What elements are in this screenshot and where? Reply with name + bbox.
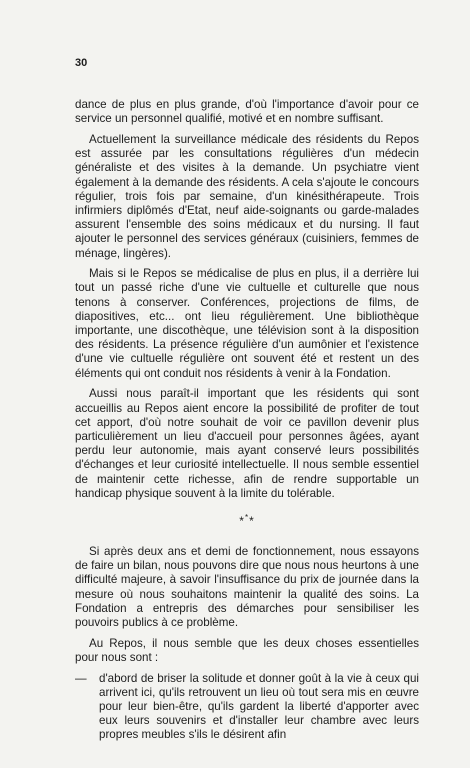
list-item: [75, 672, 419, 743]
section-separator: [75, 512, 419, 527]
body-text: [75, 98, 419, 743]
paragraph-assessment: Si après deux ans et demi de fonctionnement, nous essayons de faire un bilan, nous pouvons dire que nous nous heurtons à une difficulté majeure, à savoir l'insuffisance du prix de journée dans la mesure où nous souhaitons maintenir la qualité des soins. La Fondation a entrepris des démarches pour sensibiliser les pouvoirs publics à ce problème.: [75, 544, 419, 629]
paragraph-cultural-life: Mais si le Repos se médicalise de plus en plus, il a derrière lui tout un passé riche d'une vie cultuelle et culturelle que nous tenons à conserver. Conférences, projections de films, de diapositives, etc... ont lieu régulièrement. Une bibliothèque importante, une discothèque, une télévision sont à la disposition des résidents. La présence régulière d'un aumônier et l'existence d'une vie cultuelle régulière ont souvent été et restent un des éléments qui ont conduit nos résidents à venir à la Fondation.: [75, 267, 419, 380]
essentials-list: [75, 672, 419, 743]
page-number: 30: [75, 57, 88, 69]
paragraph-essentials-intro: Au Repos, il nous semble que les deux choses essentielles pour nous sont :: [75, 636, 419, 664]
paragraph-importance: Aussi nous paraît-il important que les résidents qui sont accueillis au Repos aient encore la possibilité de profiter de tout cet apport, d'où notre souhait de voir ce pavillon devenir plus particulièrement un lieu d'accueil pour personnes âgées, ayant perdu leur autonomie, mais ayant conservé leurs possibilités d'échanges et leur curiosité intellectuelle. Il nous semble essentiel de maintenir cette richesse, afin de rendre supportable un handicap physique souvent à la limite du tolérable.: [75, 387, 419, 500]
separator-asterisks: ***: [239, 512, 255, 528]
paragraph-continuation: dance de plus en plus grande, d'où l'importance d'avoir pour ce service un personnel qualifié, motivé et en nombre suffisant.: [75, 98, 419, 126]
list-item-text: d'abord de briser la solitude et donner goût à la vie à ceux qui arrivent ici, qu'ils retrouvent un lieu où tout sera mis en œuvre pour leur bien-être, qu'ils gardent la liberté d'apporter avec eux leurs souvenirs et d'installer leur chambre avec leurs propres meubles s'ils le désirent afin: [99, 671, 419, 742]
paragraph-medical-surveillance: Actuellement la surveillance médicale des résidents du Repos est assurée par les consultations régulières d'un médecin généraliste et des visites à la demande. Un psychiatre vient également à la demande des résidents. A cela s'ajoute le concours régulier, trois fois par semaine, d'un kinésithérapeute. Trois infirmiers diplômés d'Etat, neuf aide-soignants ou garde-malades assurent l'ensemble des soins médicaux et du nursing. Il faut ajouter le personnel des services généraux (cuisiniers, femmes de ménage, lingères).: [75, 132, 419, 260]
list-dash: —: [75, 671, 87, 685]
